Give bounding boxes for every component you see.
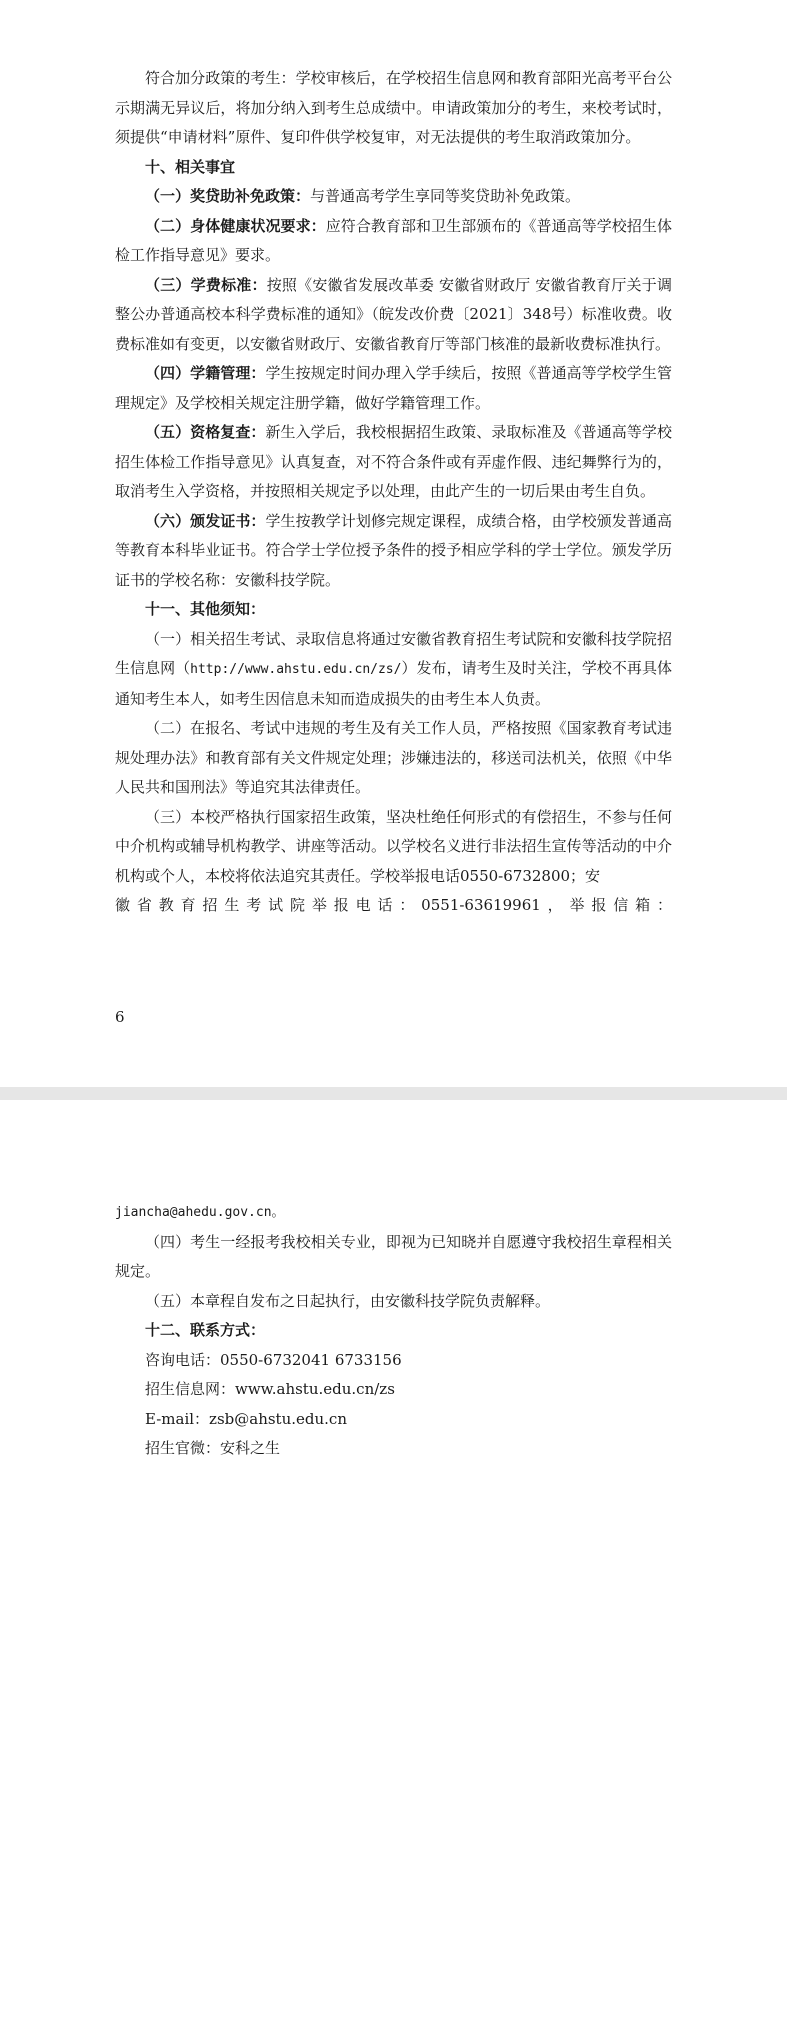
item-5-paragraph — [115, 418, 672, 507]
contact-email: E-mail：zsb@ahstu.edu.cn — [145, 1409, 347, 1428]
email-continuation — [115, 1197, 672, 1228]
note-5-paragraph: （五）本章程自发布之日起执行，由安徽科技学院负责解释。 — [145, 1291, 551, 1310]
contact-website: 招生信息网：www.ahstu.edu.cn/zs — [145, 1380, 395, 1398]
item-3-text: 按照《安徽省发展改革委 安徽省财政厅 安徽省教育厅关于调整公办普通高校本科学费标准的通知》（皖发改价费〔2021〕348号）标准收费。收费标准如有变更，以安徽省财政厅、安徽省教育厅等部门核准的最新收费标准执行。 — [115, 275, 672, 353]
contact-wechat: 招生官微：安科之生 — [145, 1439, 281, 1457]
report-email: jiancha@ahedu.gov.cn。 — [115, 1205, 285, 1220]
item-1-paragraph — [115, 182, 672, 212]
item-6-text: 学生按教学计划修完规定课程，成绩合格，由学校颁发普通高等教育本科毕业证书。符合学士学位授予条件的授予相应学科的学士学位。颁发学历证书的学校名称：安徽科技学院。 — [115, 511, 672, 589]
admissions-url: http://www.ahstu.edu.cn/zs/ — [190, 662, 402, 677]
item-3-paragraph — [115, 271, 672, 360]
item-5-label: （五）资格复查： — [145, 423, 266, 441]
item-1-label: （一）奖贷助补免政策： — [145, 187, 311, 205]
item-2-label: （二）身体健康状况要求： — [145, 216, 326, 235]
note-4-paragraph: （四）考生一经报考我校相关专业，即视为已知晓并自愿遵守我校招生章程相关规定。 — [115, 1232, 672, 1280]
item-2-text: 应符合教育部和卫生部颁布的《普通高等学校招生体检工作指导意见》要求。 — [115, 216, 672, 264]
note-1-text-b: ）发布，请考生及时关注，学校不再具体通知考生本人，如考生因信息未知而造成损失的由考生本人负责。 — [115, 659, 672, 708]
section-10-heading: 十、相关事宜 — [145, 157, 236, 176]
item-4-text: 学生按规定时间办理入学手续后，按照《普通高等学校学生管理规定》及学校相关规定注册学籍，做好学籍管理工作。 — [115, 364, 672, 412]
item-4-label: （四）学籍管理： — [145, 364, 266, 382]
contact-phone: 咨询电话：0550-6732041 6733156 — [145, 1350, 402, 1369]
note-3-paragraph: （三）本校严格执行国家招生政策，坚决杜绝任何形式的有偿招生，不参与任何中介机构或辅导机构教学、讲座等活动。以学校名义进行非法招生宣传等活动的中介机构或个人，本校将依法追究其责任。学校举报电话0550-6732800；安 — [115, 807, 672, 885]
note-1-text-a: （一）相关招生考试、录取信息将通过安徽省教育招生考试院和安徽科技学院招生信息网（ — [115, 629, 672, 677]
item-5-text: 新生入学后，我校根据招生政策、录取标准及《普通高等学校招生体检工作指导意见》认真复查，对不符合条件或有弄虚作假、违纪舞弊行为的，取消考生入学资格，并按照相关规定予以处理，由此产生的一切后果由考生自负。 — [115, 423, 672, 500]
page-2-body — [115, 1197, 672, 1464]
section-12-heading: 十二、联系方式： — [145, 1321, 266, 1339]
item-6-label: （六）颁发证书： — [145, 511, 266, 530]
item-4-paragraph — [115, 359, 672, 418]
note-2-paragraph: （二）在报名、考试中违规的考生及有关工作人员，严格按照《国家教育考试违规处理办法》和教育部有关文件规定处理；涉嫌违法的，移送司法机关，依照《中华人民共和国刑法》等追究其法律责任。 — [115, 719, 672, 796]
item-1-text: 与普通高考学生享同等奖贷助补免政策。 — [310, 187, 581, 205]
page-number: 6 — [115, 1008, 125, 1026]
item-6-paragraph — [115, 507, 672, 596]
page-1-body — [115, 64, 672, 921]
item-2-paragraph — [115, 212, 672, 271]
bonus-policy-paragraph: 符合加分政策的考生：学校审核后，在学校招生信息网和教育部阳光高考平台公示期满无异议后，将加分纳入到考生总成绩中。申请政策加分的考生，来校考试时，须提供“申请材料”原件、复印件供学校复审，对无法提供的考生取消政策加分。 — [115, 69, 672, 146]
note-3-last-line: 徽省教育招生考试院举报电话：0551-63619961，举报信箱： — [115, 896, 672, 914]
item-3-label: （三）学费标准： — [145, 275, 267, 294]
page-separator — [0, 1087, 787, 1100]
note-1-paragraph — [115, 625, 672, 715]
section-11-heading: 十一、其他须知： — [145, 600, 266, 618]
